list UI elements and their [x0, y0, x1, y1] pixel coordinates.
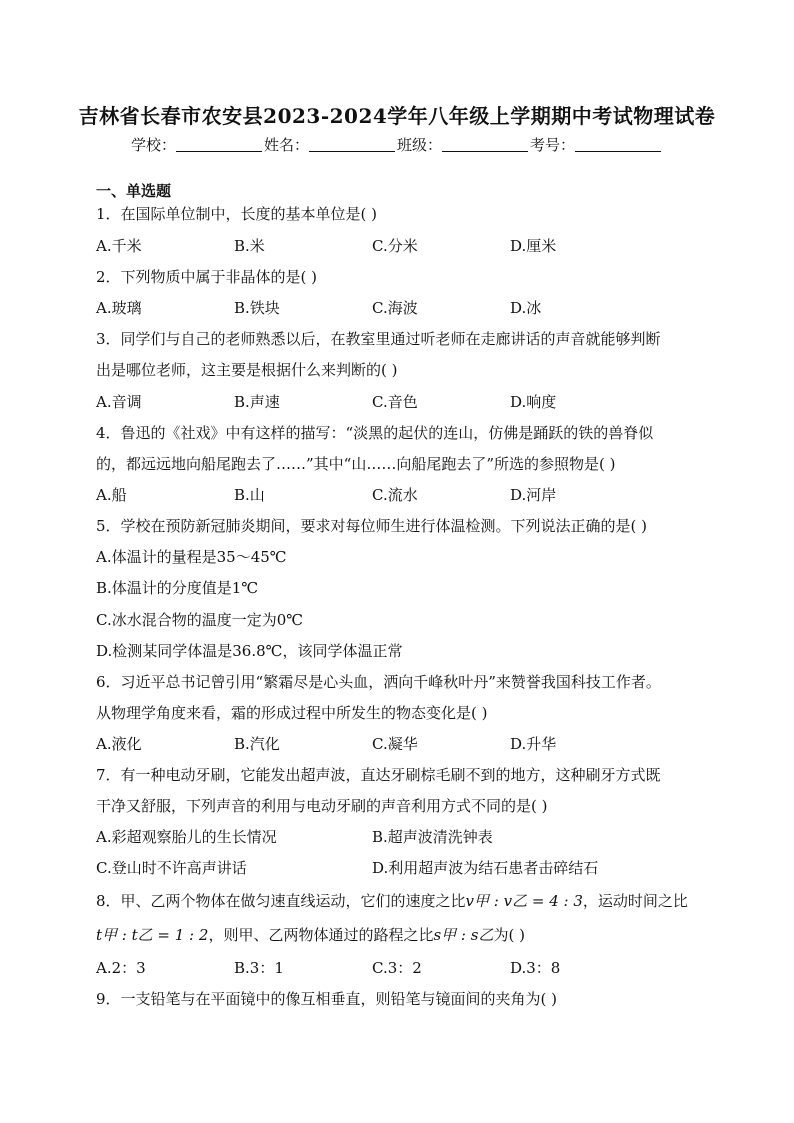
option-c[interactable]: C.音色	[372, 393, 418, 411]
option-b[interactable]: B.汽化	[234, 735, 280, 753]
option-a[interactable]: A.液化	[96, 735, 142, 753]
question-2-stem: 2．下列物质中属于非晶体的是( )	[96, 268, 318, 286]
option-a[interactable]: A.千米	[96, 237, 142, 255]
option-a[interactable]: A.彩超观察胎儿的生长情况	[96, 828, 277, 846]
option-c[interactable]: C.分米	[372, 237, 418, 255]
option-d[interactable]: D.厘米	[510, 237, 557, 255]
question-5-stem: 5．学校在预防新冠肺炎期间，要求对每位师生进行体温检测。下列说法正确的是( )	[96, 517, 648, 535]
class-blank[interactable]	[442, 137, 528, 152]
option-b[interactable]: B.体温计的分度值是1℃	[96, 579, 259, 597]
option-d[interactable]: D.检测某同学体温是36.8℃，该同学体温正常	[96, 642, 403, 660]
stem-text: ，则甲、乙两物体通过的路程之比	[208, 926, 434, 944]
question-9-stem: 9．一支铅笔与在平面镜中的像互相垂直，则铅笔与镜面间的夹角为( )	[96, 990, 558, 1008]
stem-text: 8．甲、乙两个物体在做匀速直线运动，它们的速度之比	[96, 892, 466, 910]
option-c[interactable]: C.凝华	[372, 735, 418, 753]
class-label: 班级：	[397, 136, 443, 154]
option-c[interactable]: C.流水	[372, 486, 418, 504]
question-7-stem-line-2: 干净又舒服，下列声音的利用与电动牙刷的声音利用方式不同的是( )	[96, 797, 548, 815]
name-label: 姓名：	[263, 136, 309, 154]
stem-text: 为( )	[493, 926, 525, 944]
student-info-row	[0, 134, 794, 155]
school-label: 学校：	[130, 136, 176, 154]
question-8-stem-line-2	[96, 925, 525, 945]
velocity-ratio-formula: v甲 : v乙 = 4 : 3	[465, 892, 583, 910]
option-b[interactable]: B.超声波清洗钟表	[372, 828, 493, 846]
stem-text: ，运动时间之比	[582, 892, 688, 910]
option-c[interactable]: C.登山时不许高声讲话	[96, 859, 247, 877]
question-6-stem-line-1: 6．习近平总书记曾引用“繁霜尽是心头血，洒向千峰秋叶丹”来赞誉我国科技工作者。	[96, 673, 661, 691]
option-b[interactable]: B.声速	[234, 393, 280, 411]
question-6-stem-line-2: 从物理学角度来看，霜的形成过程中所发生的物态变化是( )	[96, 704, 488, 722]
option-a[interactable]: A.玻璃	[96, 299, 142, 317]
option-b[interactable]: B.铁块	[234, 299, 280, 317]
option-b[interactable]: B.山	[234, 486, 265, 504]
option-d[interactable]: D.响度	[510, 393, 557, 411]
question-3-stem-line-1: 3．同学们与自己的老师熟悉以后，在教室里通过听老师在走廊讲话的声音就能够判断	[96, 330, 661, 348]
option-d[interactable]: D.河岸	[510, 486, 557, 504]
exam-title: 吉林省长春市农安县2023-2024学年八年级上学期期中考试物理试卷	[78, 104, 716, 128]
section-heading: 一、单选题	[96, 182, 172, 200]
time-ratio-formula: t甲 : t乙 = 1 : 2	[96, 926, 209, 944]
option-d[interactable]: D.利用超声波为结石患者击碎结石	[372, 859, 599, 877]
option-c[interactable]: C.海波	[372, 299, 418, 317]
option-b[interactable]: B.3：1	[234, 959, 284, 977]
option-a[interactable]: A.音调	[96, 393, 142, 411]
question-3-stem-line-2: 出是哪位老师，这主要是根据什么来判断的( )	[96, 361, 398, 379]
school-blank[interactable]	[176, 137, 262, 152]
name-blank[interactable]	[309, 137, 395, 152]
option-d[interactable]: D.升华	[510, 735, 557, 753]
option-c[interactable]: C.3：2	[372, 959, 422, 977]
distance-ratio-formula: s甲 : s乙	[433, 926, 494, 944]
question-8-stem-line-1	[96, 891, 688, 911]
option-d[interactable]: D.3：8	[510, 959, 561, 977]
number-label: 考号：	[530, 136, 576, 154]
option-a[interactable]: A.船	[96, 486, 127, 504]
question-7-stem-line-1: 7．有一种电动牙刷，它能发出超声波，直达牙刷棕毛刷不到的地方，这种刷牙方式既	[96, 766, 661, 784]
option-a[interactable]: A.2：3	[96, 959, 146, 977]
option-d[interactable]: D.冰	[510, 299, 542, 317]
option-c[interactable]: C.冰水混合物的温度一定为0℃	[96, 611, 304, 629]
number-blank[interactable]	[575, 137, 661, 152]
question-4-stem-line-1: 4．鲁迅的《社戏》中有这样的描写：“淡黑的起伏的连山，仿佛是踊跃的铁的兽脊似	[96, 424, 654, 442]
question-4-stem-line-2: 的，都远远地向船尾跑去了……”其中“山……向船尾跑去了”所选的参照物是( )	[96, 455, 616, 473]
option-a[interactable]: A.体温计的量程是35～45℃	[96, 548, 287, 566]
option-b[interactable]: B.米	[234, 237, 265, 255]
question-1-stem: 1．在国际单位制中，长度的基本单位是( )	[96, 205, 378, 223]
